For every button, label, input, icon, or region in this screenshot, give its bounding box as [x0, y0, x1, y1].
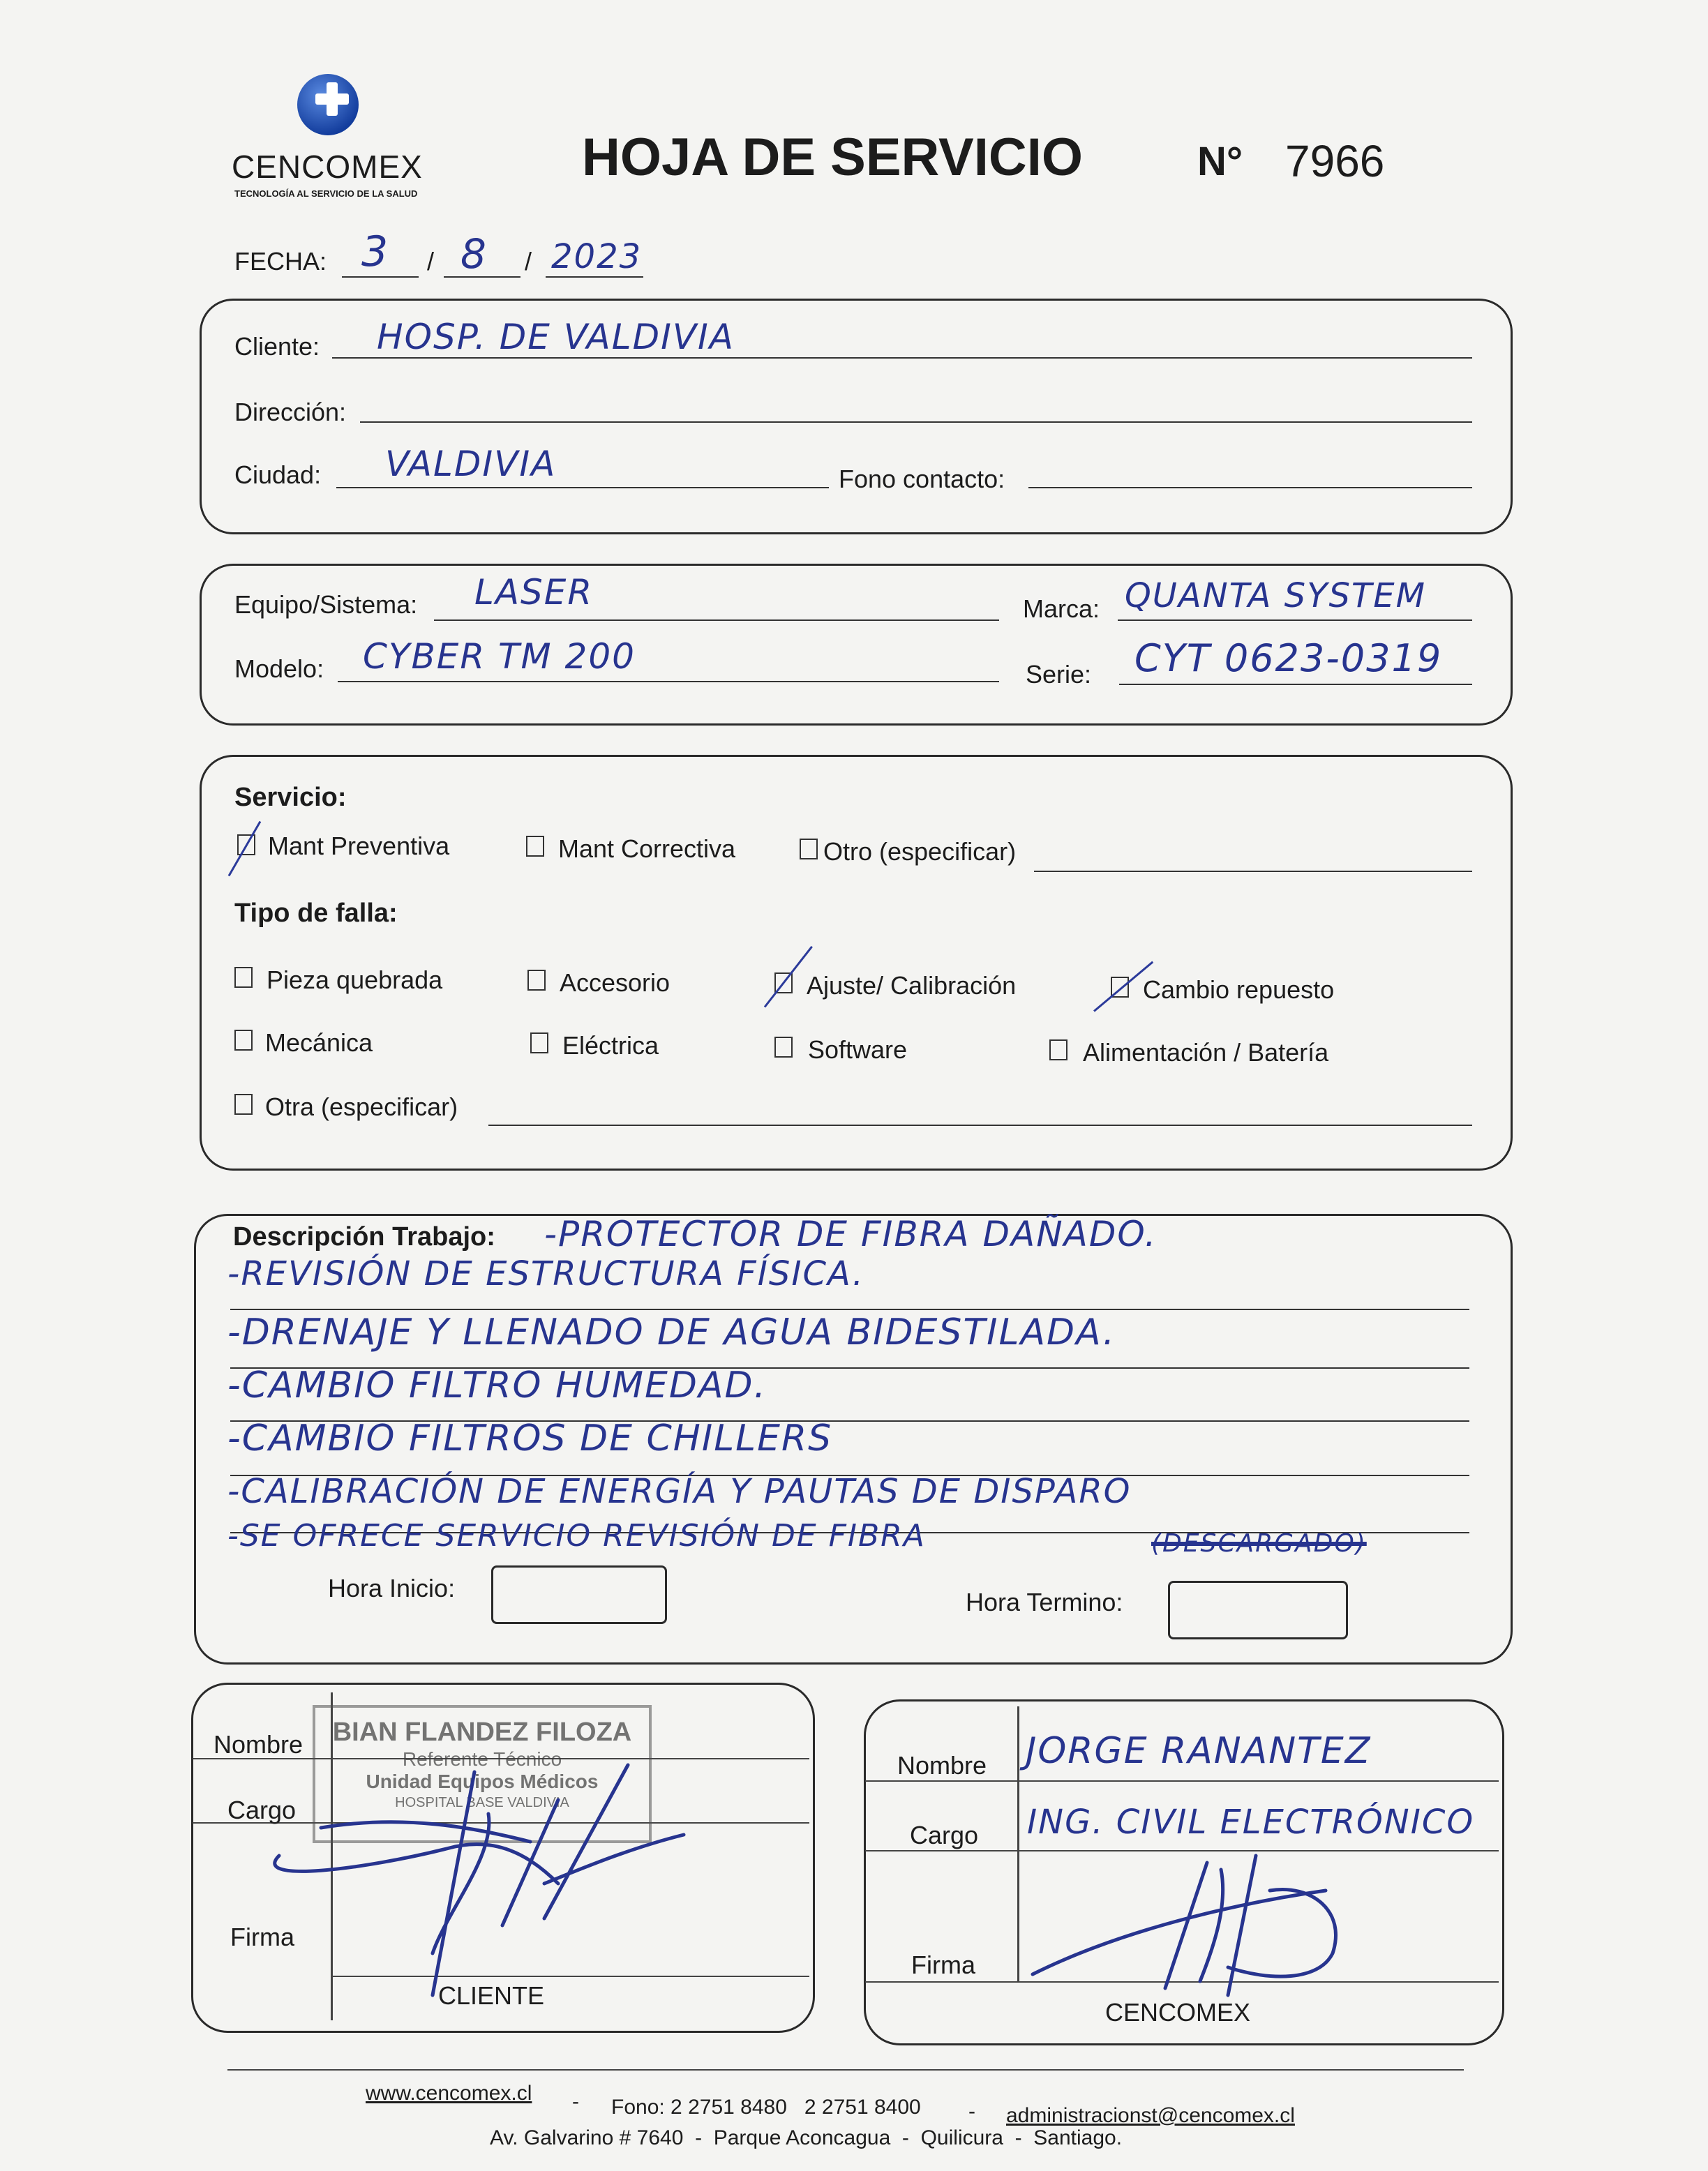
option-otro: Otro (especificar)	[823, 837, 1017, 866]
ciudad-label: Ciudad:	[234, 460, 322, 489]
checkbox-otra[interactable]	[234, 1094, 253, 1115]
hora-termino-label: Hora Termino:	[966, 1588, 1123, 1616]
cencomex-cargo-field[interactable]: ING. CIVIL ELECTRÓNICO	[1027, 1803, 1475, 1842]
cliente-label: Cliente:	[234, 332, 320, 361]
stamp-line-1: BIAN FLANDEZ FILOZA	[332, 1718, 632, 1747]
cencomex-footer: CENCOMEX	[1105, 1998, 1251, 2027]
checkbox-mant-correctiva[interactable]	[526, 836, 544, 857]
checkbox-otro[interactable]	[800, 839, 818, 859]
cliente-field[interactable]: HOSP. DE VALDIVIA	[377, 317, 735, 357]
checkbox-software[interactable]	[774, 1037, 793, 1058]
stamp-line-4: HOSPITAL BASE VALDIVIA	[395, 1795, 569, 1810]
cencomex-firma-label: Firma	[911, 1951, 975, 1979]
footer-address: Av. Galvarino # 7640 - Parque Aconcagua - Quilicura - Santiago.	[490, 2126, 1123, 2149]
logo	[293, 70, 363, 140]
checkbox-alimentacion[interactable]	[1049, 1039, 1068, 1060]
marca-label: Marca:	[1023, 594, 1100, 623]
modelo-field[interactable]: CYBER TM 200	[363, 636, 636, 677]
stamp-line-2: Referente Técnico	[402, 1748, 562, 1770]
descripcion-line-5[interactable]: -CAMBIO FILTROS DE CHILLERS	[227, 1418, 833, 1459]
direccion-label: Dirección:	[234, 398, 347, 426]
stamp-line-3: Unidad Equipos Médicos	[366, 1771, 599, 1792]
falla-accesorio: Accesorio	[560, 968, 671, 997]
footer-fono: Fono: 2 2751 8480 2 2751 8400	[611, 2096, 921, 2119]
marca-field[interactable]: QUANTA SYSTEM	[1125, 576, 1426, 615]
ciudad-field[interactable]: VALDIVIA	[385, 444, 557, 484]
equipo-label: Equipo/Sistema:	[234, 590, 418, 619]
falla-cambio-repuesto: Cambio repuesto	[1143, 975, 1335, 1004]
descripcion-struck: (DESCARGADO)	[1151, 1529, 1367, 1558]
checkbox-mecanica[interactable]	[234, 1030, 253, 1051]
descripcion-line-7[interactable]: -SE OFRECE SERVICIO REVISIÓN DE FIBRA	[227, 1518, 926, 1554]
checkbox-pieza-quebrada[interactable]	[234, 967, 253, 988]
option-mant-correctiva: Mant Correctiva	[558, 834, 736, 863]
cliente-footer: CLIENTE	[438, 1981, 545, 2010]
descripcion-line-6[interactable]: -CALIBRACIÓN DE ENERGÍA Y PAUTAS DE DISPARO	[227, 1472, 1132, 1511]
hora-termino-input[interactable]	[1168, 1581, 1348, 1639]
brand-tagline: TECNOLOGÍA AL SERVICIO DE LA SALUD	[234, 188, 418, 199]
fecha-month[interactable]: 8	[460, 230, 488, 278]
cencomex-nombre-label: Nombre	[897, 1751, 987, 1780]
falla-ajuste-calibracion: Ajuste/ Calibración	[807, 971, 1017, 1000]
cliente-nombre-label: Nombre	[214, 1730, 304, 1759]
checkbox-accesorio[interactable]	[527, 970, 546, 991]
falla-electrica: Eléctrica	[562, 1031, 659, 1060]
serie-label: Serie:	[1026, 660, 1092, 689]
falla-alimentacion: Alimentación / Batería	[1083, 1038, 1329, 1067]
fecha-label: FECHA:	[234, 247, 327, 276]
falla-mecanica: Mecánica	[265, 1028, 373, 1057]
servicio-title: Servicio:	[234, 783, 347, 812]
cencomex-cargo-label: Cargo	[910, 1821, 979, 1849]
fecha-year[interactable]: 2023	[551, 237, 643, 276]
cencomex-signature	[1019, 1849, 1423, 2002]
descripcion-line-2[interactable]: -REVISIÓN DE ESTRUCTURA FÍSICA.	[227, 1254, 865, 1293]
brand-name: CENCOMEX	[232, 149, 423, 185]
checkbox-electrica[interactable]	[530, 1032, 548, 1053]
falla-otra: Otra (especificar)	[265, 1092, 458, 1121]
number-label: N°	[1197, 139, 1243, 184]
modelo-label: Modelo:	[234, 654, 324, 683]
cencomex-nombre-field[interactable]: JORGE RANANTEZ	[1026, 1730, 1372, 1772]
descripcion-line-1[interactable]: -PROTECTOR DE FIBRA DAÑADO.	[544, 1214, 1158, 1254]
descripcion-line-4[interactable]: -CAMBIO FILTRO HUMEDAD.	[227, 1365, 767, 1406]
equipo-field[interactable]: LASER	[474, 572, 594, 613]
page-title: HOJA DE SERVICIO	[582, 128, 1083, 187]
option-mant-preventiva: Mant Preventiva	[268, 832, 450, 860]
footer-email-link[interactable]: administracionst@cencomex.cl	[1006, 2104, 1295, 2127]
falla-software: Software	[808, 1035, 908, 1064]
cliente-firma-label: Firma	[230, 1923, 294, 1951]
descripcion-label: Descripción Trabajo:	[233, 1222, 495, 1252]
fono-label: Fono contacto:	[839, 465, 1005, 493]
falla-pieza-quebrada: Pieza quebrada	[267, 966, 443, 994]
fecha-day[interactable]: 3	[361, 227, 390, 276]
descripcion-line-3[interactable]: -DRENAJE Y LLENADO DE AGUA BIDESTILADA.	[227, 1312, 1116, 1353]
serie-field[interactable]: CYT 0623-0319	[1134, 636, 1443, 680]
falla-title: Tipo de falla:	[234, 899, 398, 928]
footer-web-link[interactable]: www.cencomex.cl	[366, 2082, 532, 2105]
hora-inicio-label: Hora Inicio:	[328, 1574, 456, 1602]
cliente-signature	[265, 1744, 712, 2023]
hora-inicio-input[interactable]	[491, 1565, 667, 1624]
cliente-cargo-label: Cargo	[227, 1796, 297, 1824]
form-number: 7966	[1285, 136, 1385, 186]
